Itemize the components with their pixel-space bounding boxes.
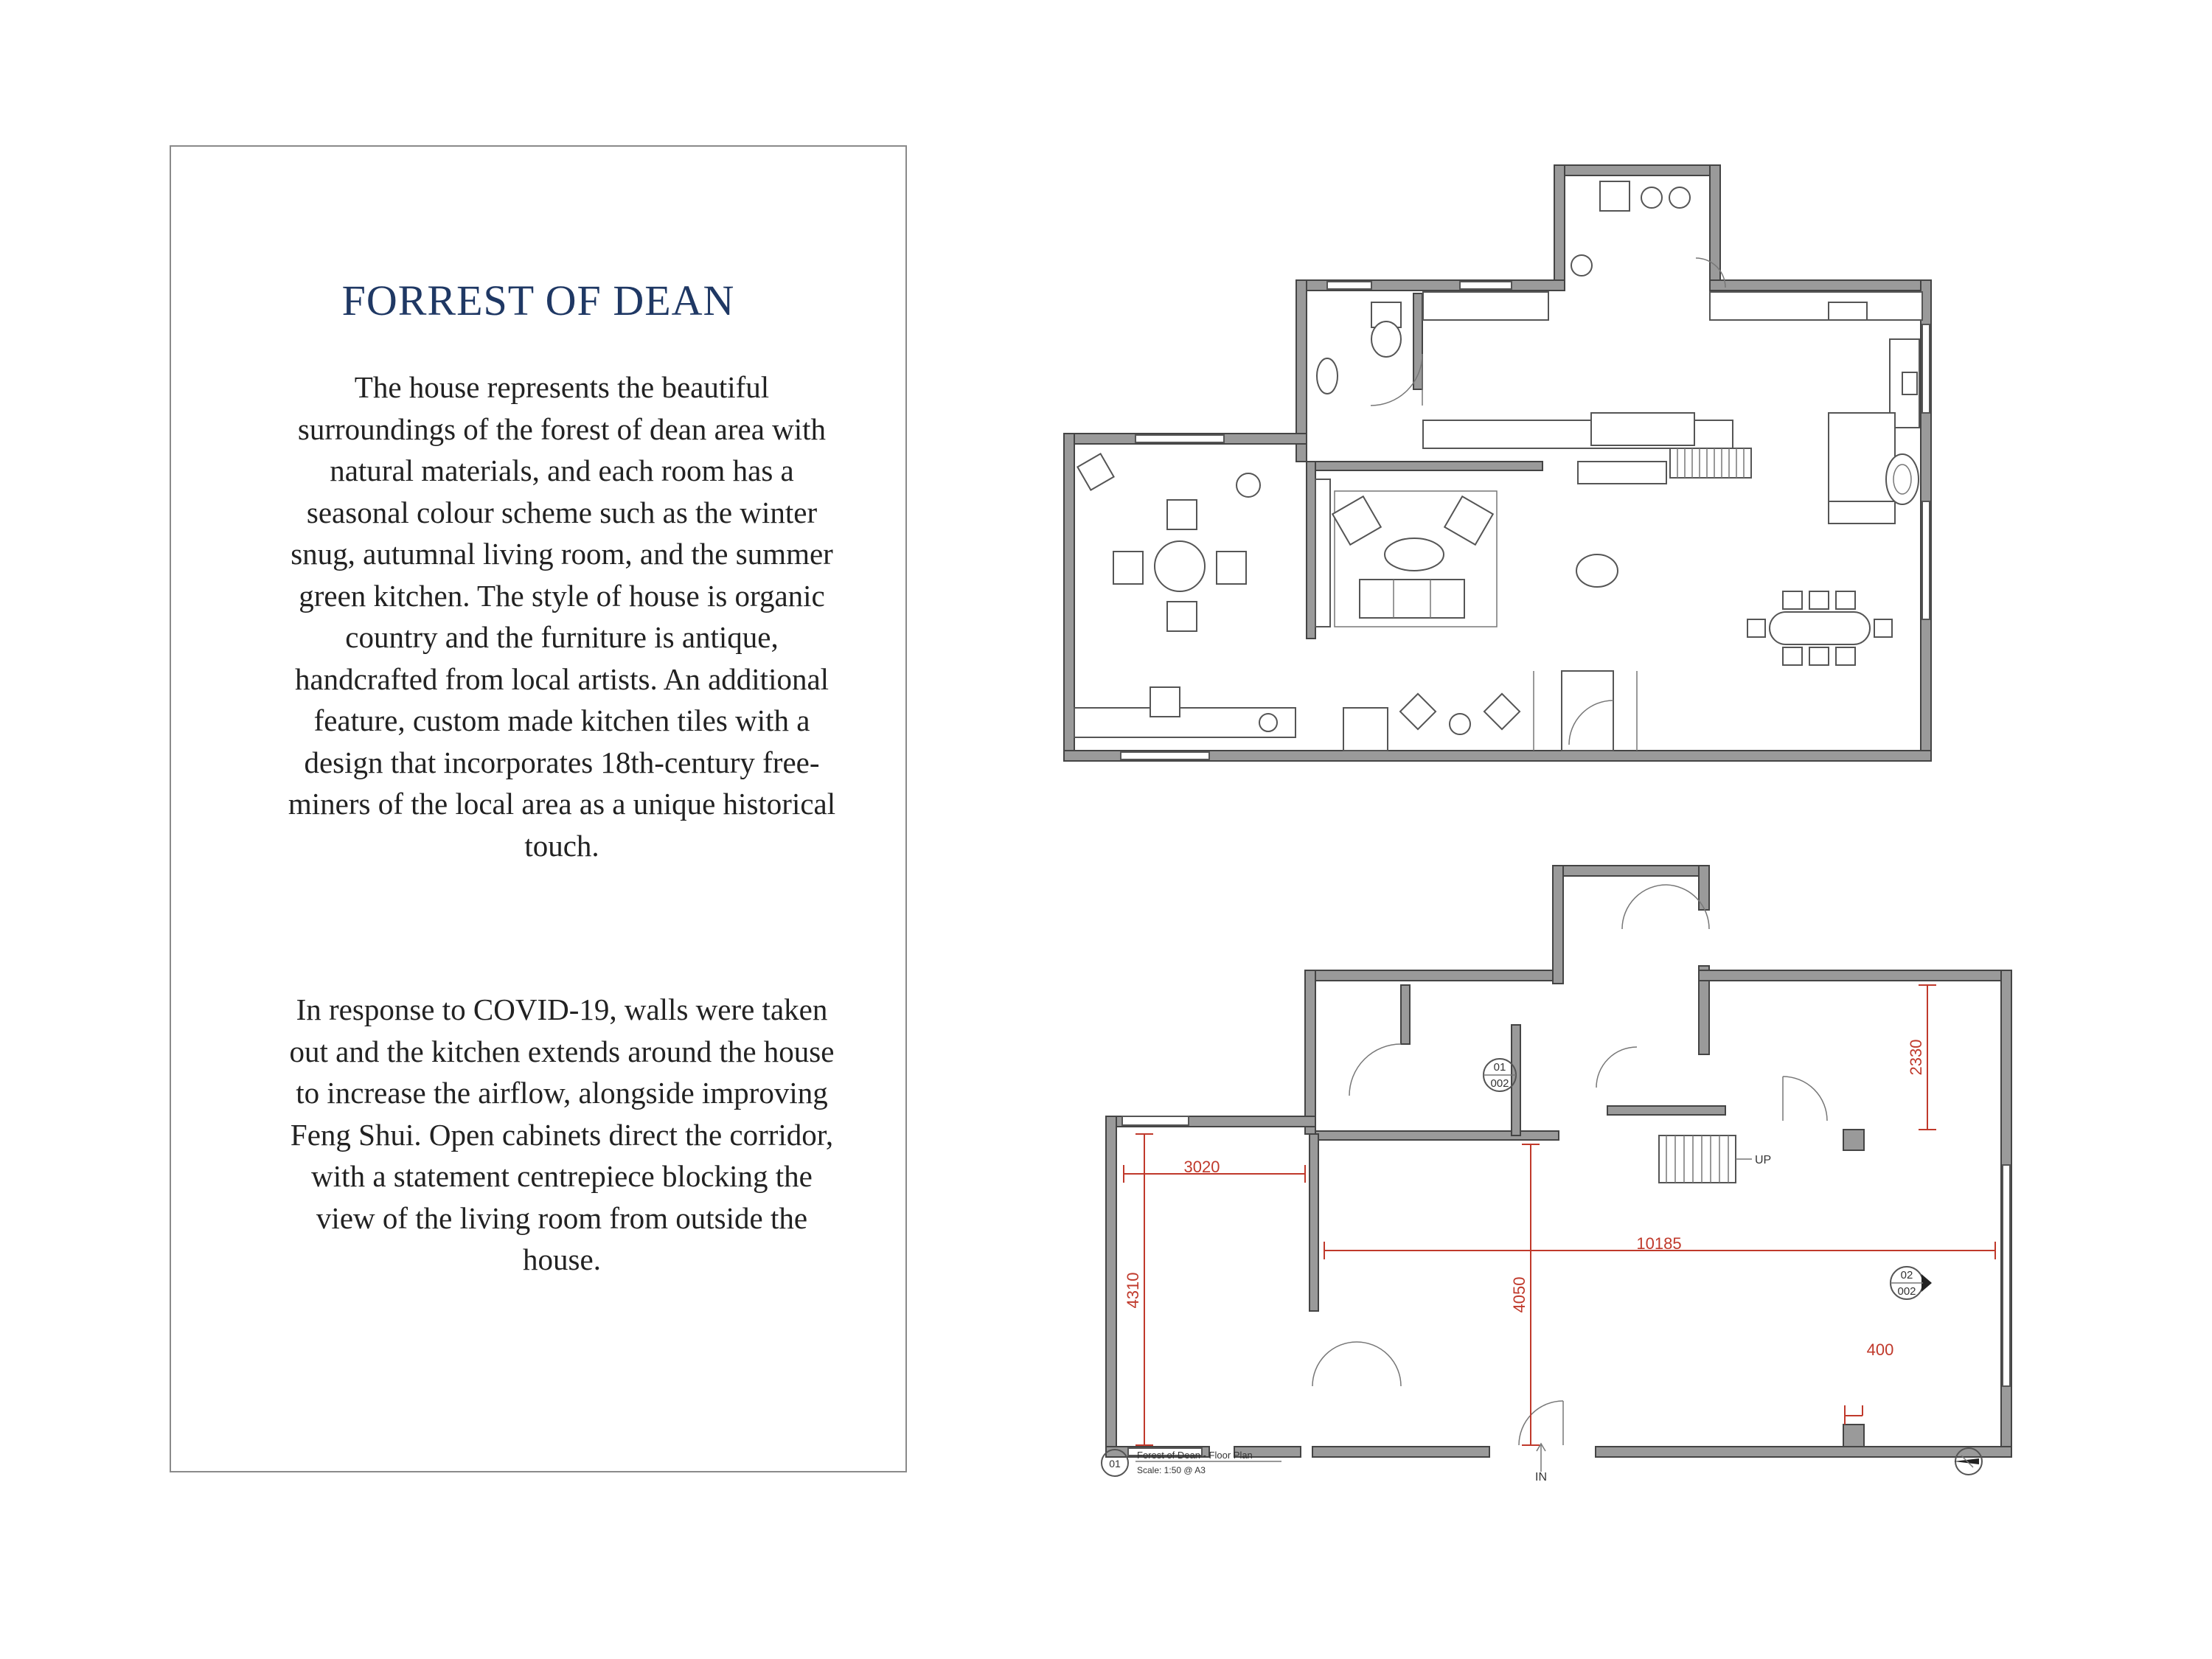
stair-up-label: UP [1755,1154,1772,1166]
section-2-number: 02 [1900,1269,1913,1281]
north-arrow-icon [1947,1439,1991,1484]
drawing-scale: Scale: 1:50 @ A3 [1137,1465,1206,1475]
drawing-number: 01 [1109,1458,1121,1470]
wc-fixtures [1317,302,1422,406]
kitchen-counters [1423,292,1922,524]
section-1-sheet: 002 [1490,1077,1509,1090]
section-marker-1 [1484,1059,1516,1091]
section-marker-2 [1891,1267,1932,1299]
dimension-column: 400 [1866,1340,1894,1359]
dimension-snug-width: 3020 [1183,1158,1220,1176]
dimensioned-plan-walls [1106,866,2011,1457]
description-paragraph-2: In response to COVID-19, walls were taken out and the kitchen extends around the house to increase the airflow, alongside improving Feng Shui. Open cabinets direct the corridor, with a statement centrepiece blocking the view of the living room from outside the house. [289,992,835,1276]
project-title: FORREST OF DEAN [341,276,735,324]
description-paragraph-1: The house represents the beautiful surroundings of the forest of dean area with natural materials, and each room has a seasonal colour scheme such as the winter snug, autumnal living room, and the summer green kitchen. The style of house is organic country and the furniture is antique, handcrafted from local artists. An additional feature, custom made kitchen tiles with a design that incorporates 18th-century free-miners of the local area as a unique historical touch. [288,370,836,863]
furnished-plan-windows [1121,282,1930,759]
staircase [1578,448,1751,484]
drawing-title-block [1099,1444,1320,1488]
dimension-lines [1124,985,1995,1445]
furnished-floor-plan [1062,162,2035,774]
furnished-plan-walls [1064,165,1931,761]
section-2-sheet: 002 [1897,1285,1916,1298]
snug-furniture [1074,453,1295,737]
dimension-living-depth: 4050 [1510,1276,1528,1313]
dimensioned-floor-plan [1077,855,2065,1482]
dimension-kitchen-depth: 2330 [1907,1039,1925,1076]
living-room-furniture [1315,479,1637,751]
drawing-title: Forest of Dean - Floor Plan [1137,1450,1253,1461]
dimension-overall-width: 10185 [1636,1234,1682,1253]
section-1-number: 01 [1493,1061,1506,1074]
entrance-label: IN [1535,1471,1547,1482]
utility-fixtures [1571,181,1725,288]
description-panel [170,145,907,1472]
dimension-snug-depth: 4310 [1124,1272,1142,1309]
dining-set [1747,591,1892,665]
